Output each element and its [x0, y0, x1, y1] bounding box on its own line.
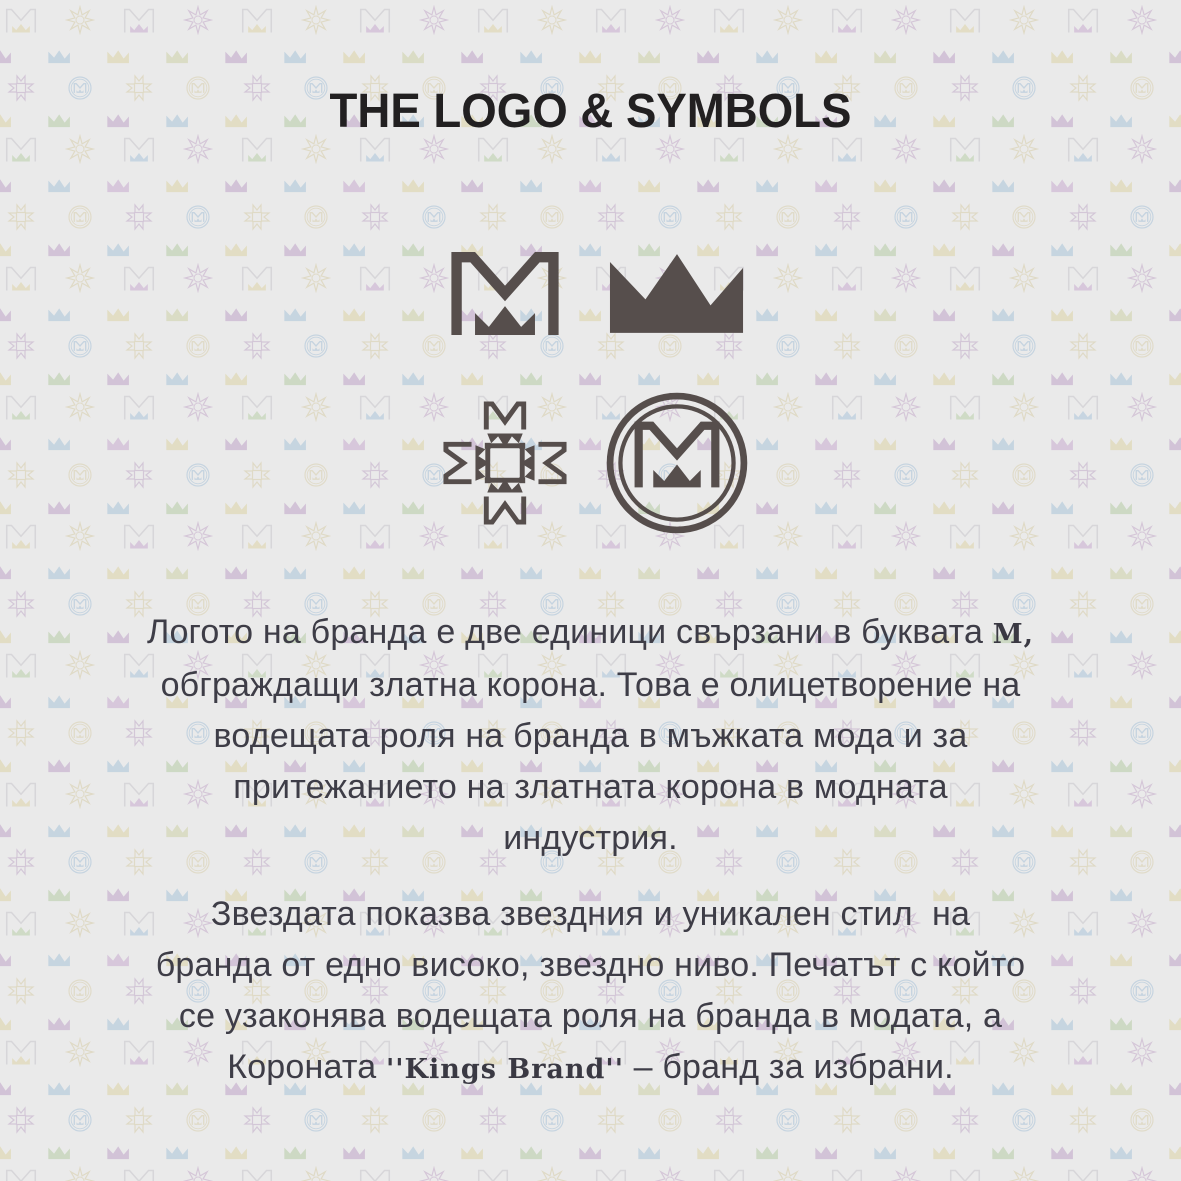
crown-icon — [608, 252, 746, 335]
symbols-description — [0, 889, 1181, 1095]
symbols-description-line1: Звездата показва звездния и уникален стил на — [210, 895, 971, 933]
logo-description-line5: индустрия. — [503, 819, 678, 857]
logo-description-line3: водещата роля на бранда в мъжката мода и за — [213, 717, 968, 755]
logo-description-line2: обграждащи златна корона. Това е олицетворение на — [160, 666, 1021, 704]
kings-brand-label: ''Kings Brand'' — [386, 1054, 624, 1085]
symbols-description-line3: се узаконява водещата роля на бранда в модата, а — [178, 997, 1003, 1035]
logo-description-line1: Логото на бранда е две единици свързани в буквата M, — [146, 613, 1035, 651]
star-icon — [441, 392, 569, 534]
logo-description — [0, 607, 1181, 864]
symbols-description-line2: бранда от едно високо, звездно ниво. Печатът с който — [155, 946, 1026, 984]
page-title: THE LOGO & SYMBOLS — [329, 85, 852, 138]
letter-m-accent: M, — [992, 619, 1035, 650]
logo-description-line4: притежанието на златната корона в модната — [233, 768, 948, 806]
symbols-description-line4: Короната ''Kings Brand'' – бранд за избрани. — [227, 1048, 954, 1086]
seal-icon — [604, 390, 750, 536]
symbols-grid — [419, 252, 763, 536]
m-monogram-icon — [447, 252, 563, 335]
